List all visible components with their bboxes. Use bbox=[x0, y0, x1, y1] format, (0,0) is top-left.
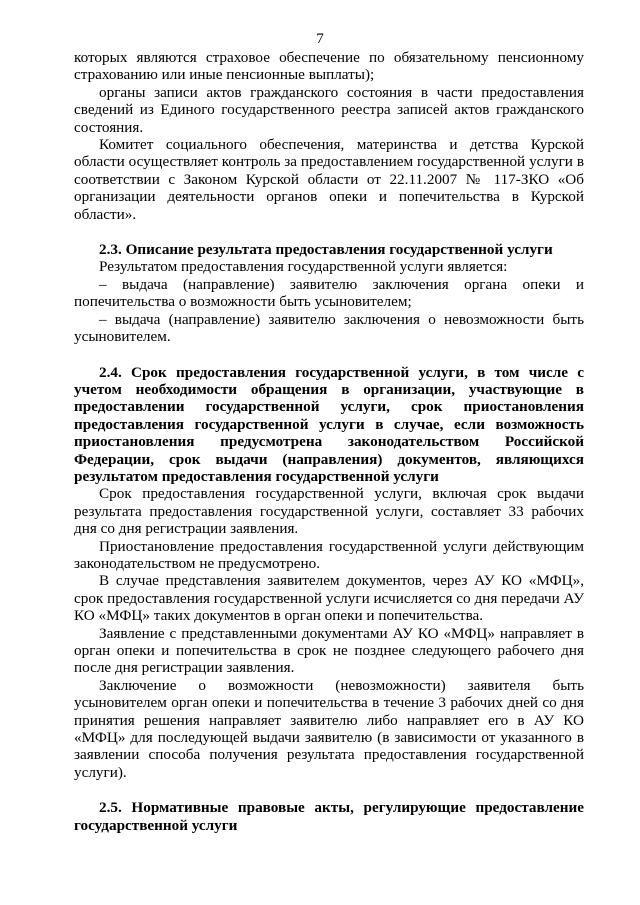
section-2-3-intro: Результатом предоставления государственной услуги является: bbox=[99, 258, 508, 276]
page-number: 7 bbox=[316, 31, 324, 47]
paragraph-pension-continuation: которых являются страховое обеспечение по обязательному пенсионному страхованию или иные пенсионные выплаты); bbox=[74, 49, 584, 84]
section-2-4-heading: 2.4. Срок предоставления государственной услуги, в том числе с учетом необходимости обращения в организации, участвующие в предоставлении государственной услуги, срок приостановления предоставления государственной услуги в случае, если возможность приостановления предусмотрена законодательством Российской Федерации, срок выдачи (направления) документов, являющихся результатом предоставления государственной услуги bbox=[74, 363, 584, 485]
section-spacer bbox=[74, 223, 584, 241]
section-2-4-mfc-term: В случае представления заявителем документов, через АУ КО «МФЦ», срок предоставления государственной услуги исчисляется со дня передачи АУ КО «МФЦ» таких документов в орган опеки и попечительства. bbox=[74, 572, 584, 625]
section-2-4-mfc-forwarding: Заявление с представленными документами АУ КО «МФЦ» направляет в орган опеки и попечительства в срок не позднее следующего рабочего дня после дня регистрации заявления. bbox=[74, 624, 584, 677]
document-body bbox=[74, 49, 584, 834]
section-spacer bbox=[74, 346, 584, 364]
section-2-3-heading: 2.3. Описание результата предоставления государственной услуги bbox=[99, 241, 553, 259]
section-2-3-item-impossibility: – выдача (направление) заявителю заключения о невозможности быть усыновителем. bbox=[74, 310, 584, 346]
section-2-5-heading: 2.5. Нормативные правовые акты, регулирующие предоставление государственной услуги bbox=[74, 799, 584, 834]
paragraph-civil-registry: органы записи актов гражданского состояния в части предоставления сведений из Единого государственного реестра записей актов гражданского состояния. bbox=[74, 83, 584, 136]
section-2-4-term: Срок предоставления государственной услуги, включая срок выдачи результата предоставления государственной услуги, составляет 33 рабочих дня со дня регистрации заявления. bbox=[74, 485, 584, 538]
paragraph-committee-control: Комитет социального обеспечения, материнства и детства Курской области осуществляет контроль за предоставлением государственной услуги в соответствии с Законом Курской области от 22.11.2007 № 117-ЗКО «Об организации деятельности органов опеки и попечительства в Курской области». bbox=[74, 136, 584, 223]
section-2-4-suspension: Приостановление предоставления государственной услуги действующим законодательством не предусмотрено. bbox=[74, 537, 584, 572]
section-spacer bbox=[74, 781, 584, 799]
section-2-4-conclusion-delivery: Заключение о возможности (невозможности) заявителя быть усыновителем орган опеки и попечительства в течение 3 рабочих дней со дня принятия решения направляет заявителю либо направляет его в АУ КО «МФЦ» для последующей выдачи заявителю (в зависимости от указанного в заявлении способа получения результата предоставления государственной услуги). bbox=[74, 676, 584, 781]
section-2-3-item-possibility: – выдача (направление) заявителю заключения органа опеки и попечительства о возможности быть усыновителем; bbox=[74, 275, 584, 311]
